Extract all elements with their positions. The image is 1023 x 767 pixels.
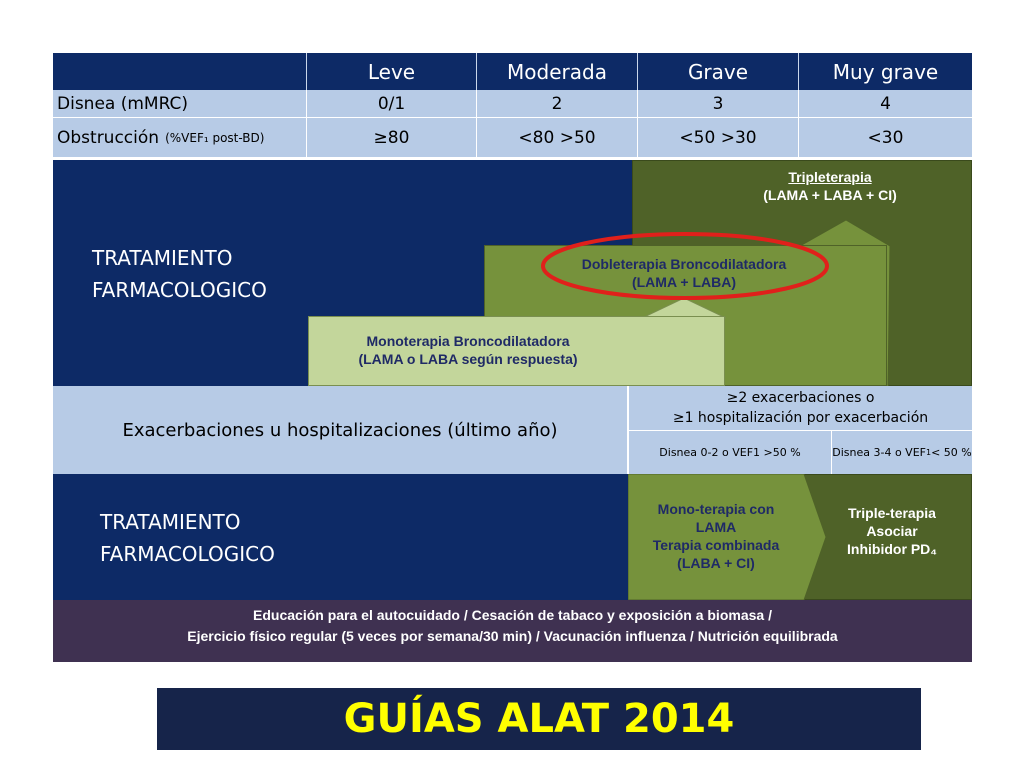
exacerbations-label: Exacerbaciones u hospitalizaciones (último año) (53, 386, 627, 474)
table-cell: 4 (799, 90, 972, 118)
obstruccion-note: (%VEF₁ post-BD) (165, 130, 265, 145)
title-banner (157, 688, 921, 750)
severity-grave: Grave (638, 53, 799, 90)
table-cell: 3 (638, 90, 799, 118)
table-cell: <30 (799, 118, 972, 158)
severity-moderada: Moderada (477, 53, 638, 90)
lower-treatment-heading: TRATAMIENTO FARMACOLOGICO (100, 510, 275, 566)
table-cell: <50 >30 (638, 118, 799, 158)
row-label-disnea: Disnea (mMRC) (53, 90, 307, 118)
table-cell: 0/1 (307, 90, 477, 118)
upper-treatment-heading: TRATAMIENTO FARMACOLOGICO (92, 246, 267, 302)
row-label-obstruccion (53, 118, 307, 158)
exacerbations-left-sub: Disnea 0-2 o VEF1 >50 % (628, 430, 831, 474)
double-therapy-label: Dobleterapia Broncodilatadora (LAMA + LABA) (581, 256, 787, 290)
table-cell: ≥80 (307, 118, 477, 158)
highlight-ellipse (538, 230, 832, 302)
lower-triple-label: Triple-terapia Asociar Inhibidor PD₄ (847, 505, 937, 557)
recommendations-footer: Educación para el autocuidado / Cesación de tabaco y exposición a biomasa / Ejercicio físico regular (5 veces por semana/30 min) / Vacunación influenza / Nutrición equilibrada (53, 600, 972, 662)
obstruccion-label: Obstrucción (57, 127, 160, 148)
exacerbations-criteria: ≥2 exacerbaciones o ≥1 hospitalización por exacerbación (628, 386, 972, 430)
exacerbations-right-sub: Disnea 3-4 o VEF 1 < 50 % (831, 430, 972, 474)
table-header-corner (53, 53, 307, 90)
banner-title: GUÍAS ALAT 2014 (343, 696, 735, 742)
triple-therapy-label: Tripleterapia (LAMA + LABA + CI) (763, 169, 897, 203)
table-cell: <80 >50 (477, 118, 638, 158)
table-cell: 2 (477, 90, 638, 118)
severity-muy-grave: Muy grave (799, 53, 972, 90)
lower-mono-combo-label: Mono-terapia con LAMA Terapia combinada (LABA + CI) (652, 501, 780, 571)
severity-leve: Leve (307, 53, 477, 90)
mono-therapy-label: Monoterapia Broncodilatadora (LAMA o LABA según respuesta) (358, 333, 578, 367)
